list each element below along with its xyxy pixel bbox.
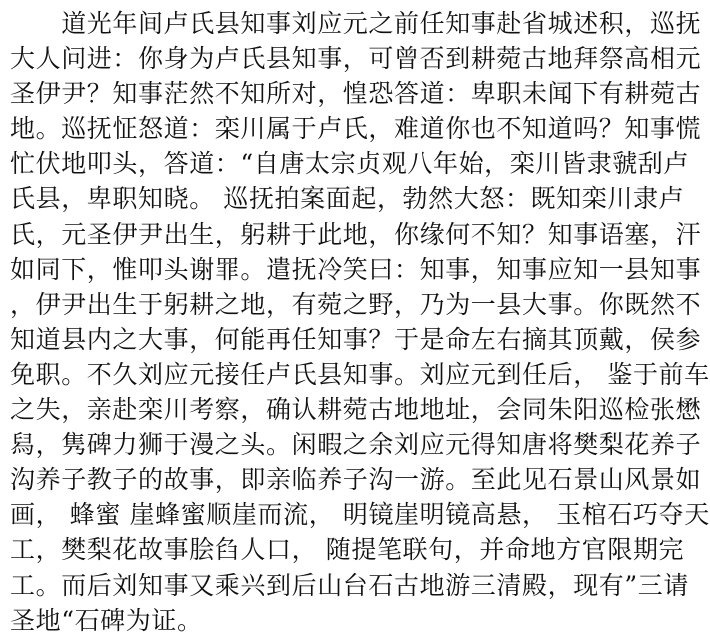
text-line-15: 画， 蜂蜜 崖蜂蜜顺崖而流， 明镜崖明镜高悬， 玉棺石巧夺天 xyxy=(10,500,710,530)
text-line-7: 氏，元圣伊尹出生，躬耕于此地，你缘何不知？知事语塞，汗 xyxy=(10,219,702,249)
text-line-14: 沟养子教子的故事，即亲临养子沟一游。至此见石景山风景如 xyxy=(10,465,702,495)
text-line-4: 地。巡抚怔怒道：栾川属于卢氏，难道你也不知道吗？知事慌 xyxy=(10,114,702,144)
text-line-11: 免职。不久刘应元接任卢氏县知事。刘应元到任后， 鉴于前车 xyxy=(10,359,710,389)
text-line-5: 忙伏地叩头，答道：“自唐太宗贞观八年始，栾川皆隶虢刮卢 xyxy=(10,149,689,179)
text-line-3: 圣伊尹？知事茫然不知所对，惶恐答道：卑职未闻下有耕菀古 xyxy=(10,79,702,109)
text-line-2: 大人问进：你身为卢氏县知事，可曾否到耕菀古地拜祭高相元 xyxy=(10,44,702,74)
text-line-1: 道光年间卢氏县知事刘应元之前任知事赴省城述积，巡抚 xyxy=(10,9,702,38)
text-line-8: 如同下，惟叩头谢罪。遣抚冷笑曰：知事，知事应知一县知事 xyxy=(10,254,702,284)
text-line-13: 舄，隽碑力狮于漫之头。闲暇之余刘应元得知唐将樊梨花养子 xyxy=(10,430,702,460)
text-line-9: ，伊尹出生于躬耕之地，有菀之野，乃为一县大事。你既然不 xyxy=(10,289,702,319)
text-line-18: 圣地“石碑为证。 xyxy=(10,605,203,635)
text-line-16: 工，樊梨花故事脍臽人口， 随提笔联句，并命地方官限期完 xyxy=(10,535,685,565)
text-line-6: 氏县，卑职知晓。 巡抚拍案面起，勃然大怒：既知栾川隶卢 xyxy=(10,184,685,214)
text-line-12: 之失，亲赴栾川考察，确认耕菀古地地址，会同朱阳巡检张懋 xyxy=(10,395,702,425)
text-line-17: 工。而后刘知事又乘兴到后山台石古地游三清殿，现有”三请 xyxy=(10,570,689,600)
text-line-10: 知道县内之大事，何能再任知事？于是命左右摘其顶戴，侯参 xyxy=(10,324,702,354)
